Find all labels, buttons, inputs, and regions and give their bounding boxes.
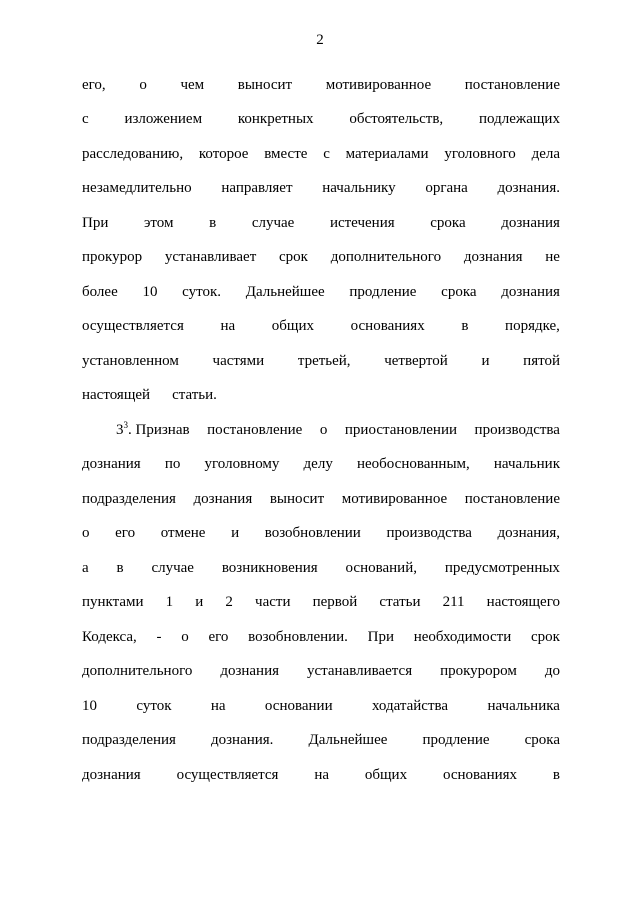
- word: необоснованным,: [356, 456, 470, 472]
- word: срока: [524, 732, 560, 748]
- word: 211: [442, 594, 465, 610]
- word: до: [544, 663, 560, 679]
- word: устанавливается: [306, 663, 413, 679]
- word: порядке,: [505, 318, 560, 334]
- word: Дальнейшее: [245, 284, 325, 300]
- text-line: [82, 696, 560, 716]
- word: устанавливает: [164, 249, 257, 265]
- word: дознания: [82, 456, 141, 472]
- word: изложением: [124, 111, 203, 127]
- word: статьи: [379, 594, 421, 610]
- word: $3^3$. Признав: [116, 420, 190, 438]
- word: мотивированное: [341, 491, 448, 507]
- word: части: [255, 594, 291, 610]
- word: отмене: [160, 525, 206, 541]
- word: начальнику: [322, 180, 396, 196]
- text-line: [82, 558, 560, 578]
- word: настоящего: [486, 594, 560, 610]
- word: выносит: [237, 77, 293, 93]
- word: постановление: [464, 491, 560, 507]
- word: и: [195, 594, 204, 610]
- word: на: [314, 767, 329, 783]
- word: дополнительного: [82, 663, 193, 679]
- word: о: [82, 525, 90, 541]
- word: Кодекса,: [82, 629, 137, 645]
- word: о: [181, 629, 189, 645]
- text-line: [82, 109, 560, 129]
- word: основаниях: [442, 767, 518, 783]
- word: настоящей: [82, 387, 151, 403]
- text-line: [116, 420, 560, 440]
- word: пятой: [523, 353, 560, 369]
- text-line: [82, 75, 560, 95]
- word: необходимости: [413, 629, 512, 645]
- word: 10: [82, 698, 97, 714]
- word: конкретных: [237, 111, 314, 127]
- word: по: [164, 456, 181, 472]
- word: в: [116, 560, 124, 576]
- word: дознания: [220, 663, 280, 679]
- text-line: [82, 523, 560, 543]
- word: -: [156, 629, 162, 645]
- text-line: [82, 213, 560, 233]
- word: основаниях: [350, 318, 425, 334]
- word: возникновения: [221, 560, 318, 576]
- word: возобновлении: [264, 525, 361, 541]
- word: на: [220, 318, 236, 334]
- text-line: [82, 661, 560, 681]
- word: дознания: [463, 249, 523, 265]
- word: статьи.: [172, 387, 217, 403]
- word: незамедлительно: [82, 180, 192, 196]
- text-line: [82, 592, 560, 612]
- word: основании: [264, 698, 333, 714]
- word: постановление: [207, 422, 303, 438]
- word: этом: [143, 215, 174, 231]
- word: дознания.: [210, 732, 274, 748]
- word: выносит: [269, 491, 325, 507]
- word: установленном: [82, 353, 179, 369]
- word: в: [209, 215, 217, 231]
- page-number: 2: [316, 32, 324, 48]
- word: направляет: [221, 180, 293, 196]
- word: срок: [279, 249, 308, 265]
- word: уголовному: [204, 456, 280, 472]
- word: в: [552, 767, 560, 783]
- paragraph-marker: $3^3$.: [116, 420, 136, 438]
- word: третьей,: [297, 353, 351, 369]
- word: дознания,: [497, 525, 560, 541]
- text-line: [82, 765, 560, 785]
- word: истечения: [329, 215, 395, 231]
- word: о: [319, 422, 328, 438]
- word: продление: [349, 284, 417, 300]
- word: случае: [251, 215, 295, 231]
- word: начальник: [493, 456, 560, 472]
- word: возобновлении.: [248, 629, 348, 645]
- text-line: [82, 316, 560, 336]
- text-line: [82, 489, 560, 509]
- word: чем: [180, 77, 205, 93]
- text-line: [82, 282, 560, 302]
- word: 1: [165, 594, 174, 610]
- word: его,: [82, 77, 106, 93]
- word: осуществляется: [82, 318, 184, 334]
- word: а: [82, 560, 89, 576]
- text-line: [82, 178, 560, 198]
- text-line: [82, 351, 560, 371]
- word: суток: [136, 698, 172, 714]
- word: приостановлении: [344, 422, 458, 438]
- word: дознания: [193, 491, 253, 507]
- word: с: [323, 146, 330, 162]
- word: постановление: [464, 77, 560, 93]
- word: частями: [212, 353, 265, 369]
- word: предусмотренных: [444, 560, 560, 576]
- word: вместе: [264, 146, 308, 162]
- word: общих: [364, 767, 408, 783]
- word: 10: [142, 284, 158, 300]
- word: 2: [225, 594, 233, 610]
- word: подразделения: [82, 491, 176, 507]
- text-line: [82, 730, 560, 750]
- text-line: [82, 247, 560, 267]
- word: и: [231, 525, 240, 541]
- word: на: [210, 698, 226, 714]
- word: расследованию,: [82, 146, 184, 162]
- word: дознания: [82, 767, 141, 783]
- word: первой: [312, 594, 358, 610]
- word: не: [545, 249, 560, 265]
- word: дополнительного: [330, 249, 442, 265]
- word: дела: [531, 146, 560, 162]
- word: прокурор: [82, 249, 143, 265]
- word: и: [481, 353, 490, 369]
- word: его: [115, 525, 136, 541]
- text-line: [82, 385, 560, 405]
- word: случае: [151, 560, 194, 576]
- word: оснований,: [345, 560, 417, 576]
- word: подразделения: [82, 732, 176, 748]
- word: дознания: [501, 215, 560, 231]
- word: продление: [422, 732, 490, 748]
- word: четвертой: [384, 353, 448, 369]
- word: в: [461, 318, 469, 334]
- word: производства: [386, 525, 472, 541]
- word: производства: [474, 422, 560, 438]
- word: дознания.: [497, 180, 560, 196]
- word: более: [82, 284, 118, 300]
- word: ходатайства: [371, 698, 449, 714]
- word: которое: [198, 146, 249, 162]
- text-line: [82, 627, 560, 647]
- word: уголовного: [444, 146, 516, 162]
- word: срока: [441, 284, 477, 300]
- word: прокурором: [440, 663, 517, 679]
- word: срока: [430, 215, 466, 231]
- word: подлежащих: [478, 111, 560, 127]
- word: срок: [530, 629, 560, 645]
- word: материалами: [345, 146, 429, 162]
- text-line: [82, 454, 560, 474]
- word: о: [139, 77, 147, 93]
- word: общих: [271, 318, 315, 334]
- word: При: [367, 629, 395, 645]
- word: пунктами: [82, 594, 144, 610]
- text-line: [82, 144, 560, 164]
- word: осуществляется: [176, 767, 279, 783]
- word: Дальнейшее: [308, 732, 388, 748]
- word: дознания: [501, 284, 560, 300]
- word: органа: [425, 180, 468, 196]
- word: с: [82, 111, 89, 127]
- word: мотивированное: [325, 77, 432, 93]
- word: обстоятельств,: [349, 111, 444, 127]
- word: При: [82, 215, 109, 231]
- word: делу: [303, 456, 333, 472]
- word: суток.: [182, 284, 222, 300]
- word: начальника: [487, 698, 560, 714]
- word: его: [208, 629, 229, 645]
